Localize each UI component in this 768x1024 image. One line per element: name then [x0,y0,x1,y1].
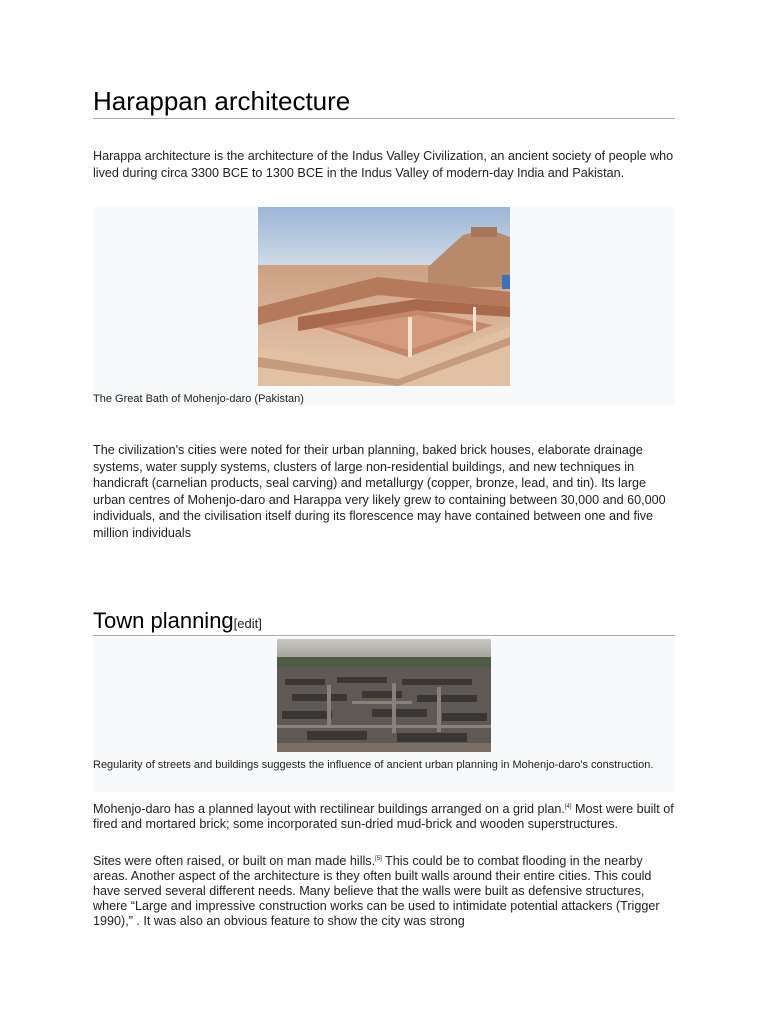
layout-paragraph [93,802,677,832]
sites-text-rest: This could be to combat flooding in the nearby areas. Another aspect of the architecture is they often built walls around their entire cities. This could have served several different needs. Many believe that the walls were built as defensive structures, where “Large and impressive construction works can be used to intimidate potential attackers (Trigger 1990),” . It was also an obvious feature to show the city was strong [93,854,660,928]
section-heading-town-planning [93,606,675,636]
figure-great-bath [93,207,675,406]
great-bath-image[interactable] [258,207,510,386]
intro-paragraph: Harappa architecture is the architecture of the Indus Valley Civilization, an ancient society of people who lived during circa 3300 BCE to 1300 BCE in the Indus Valley of modern-day India and Pakistan. [93,149,674,180]
sites-paragraph [93,854,677,929]
edit-link[interactable]: [edit] [233,616,262,631]
layout-text-rest: Most were built of fired and mortared brick; some incorporated sun-dried mud-brick and wooden superstructures. [93,802,674,831]
page-title: Harappan architecture [93,84,675,119]
figure-caption: Regularity of streets and buildings suggests the influence of ancient urban planning in Mohenjo-daro's construction. [93,759,654,771]
section-title: Town planning [93,608,234,633]
figure-caption: The Great Bath of Mohenjo-daro (Pakistan) [93,393,304,405]
civilization-paragraph: The civilization's cities were noted for their urban planning, baked brick houses, elaborate drainage systems, water supply systems, clusters of large non-residential buildings, and new techniques in handicraft (carnelian products, seal carving) and metallurgy (copper, bronze, lead, and tin). Its large urban centres of Mohenjo-daro and Harappa very likely grew to containing between 30,000 and 60,000 individuals, and the civilisation itself during its florescence may have contained between one and five million individuals [93,443,666,540]
figure-street-grid [93,637,675,792]
layout-text: Mohenjo-daro has a planned layout with rectilinear buildings arranged on a grid plan. [93,802,565,816]
sites-text: Sites were often raised, or built on man made hills. [93,854,376,868]
reference-4[interactable]: [4] [564,804,572,810]
reference-5[interactable]: [5] [375,856,382,862]
street-grid-image[interactable] [277,639,491,752]
